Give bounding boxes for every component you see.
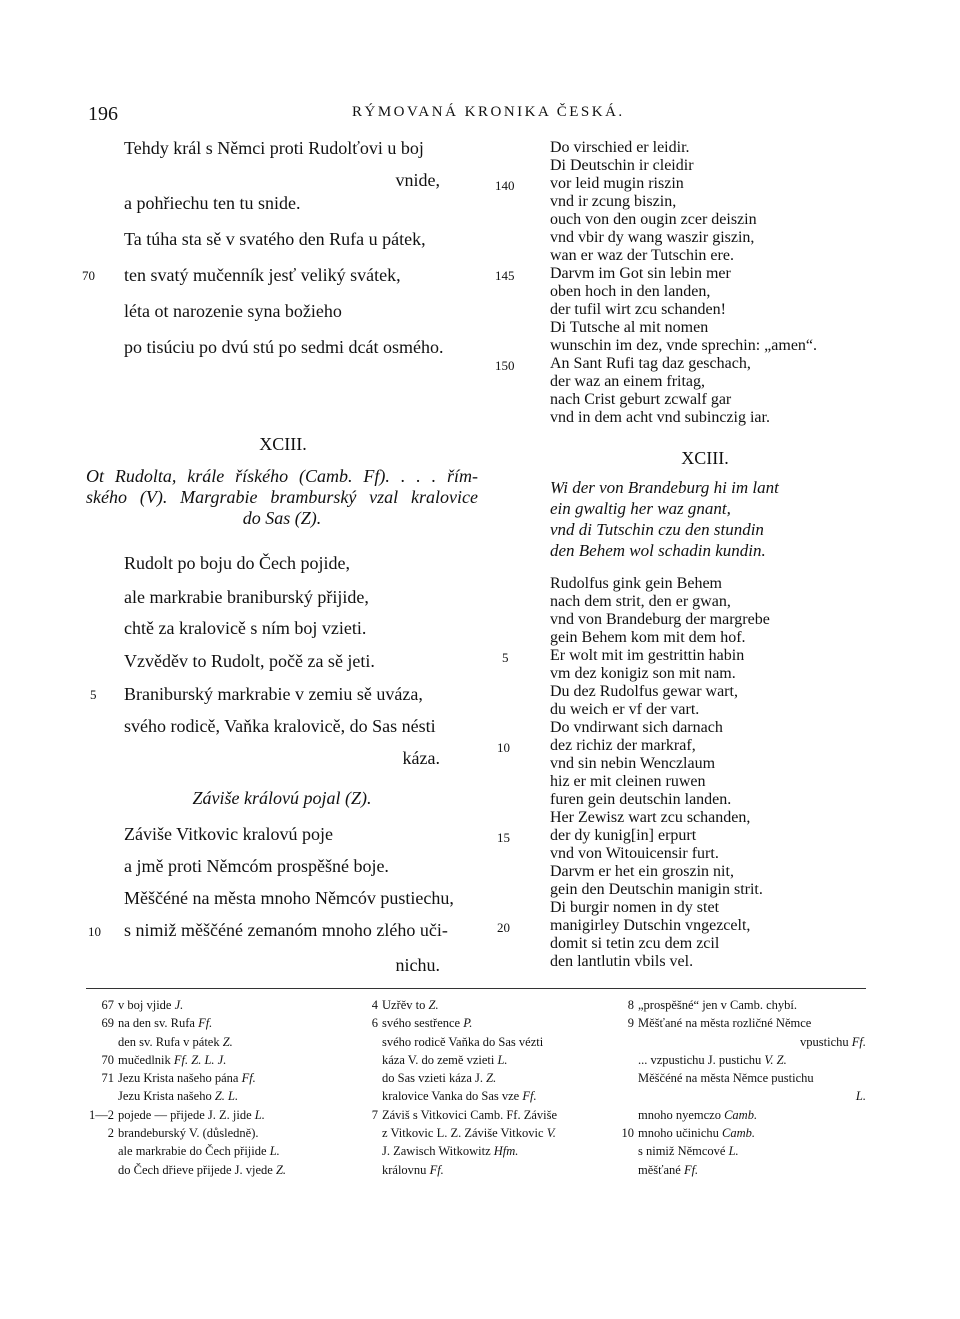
footnote-text: svého sestřence xyxy=(382,1016,464,1031)
footnote-line xyxy=(350,1142,612,1160)
line-number: 5 xyxy=(502,650,509,665)
verse-line: dez richiz der markraf, xyxy=(550,737,696,754)
line-number: 70 xyxy=(82,268,95,283)
verse-line: du weich er vf der vart. xyxy=(550,701,700,718)
verse-line: der tufil wirt zcu schanden! xyxy=(550,301,726,318)
footnote-text: Jezu Krista našeho xyxy=(118,1089,215,1104)
verse-line: der dy kunig[in] erpurt xyxy=(550,827,697,844)
footnote-number: 69 xyxy=(101,1016,114,1031)
footnote-number: 67 xyxy=(101,998,114,1012)
footnote-text: Měšťané na města rozličné Němce xyxy=(638,1016,812,1031)
footnote-number: 9 xyxy=(627,1016,634,1031)
footnote-line xyxy=(606,1014,866,1032)
footnote-line xyxy=(606,1142,866,1160)
chapter-title-line: ského (V). Margrabie bramburský vzal kralovice xyxy=(86,487,478,507)
line-number: 5 xyxy=(90,687,97,702)
page-number: 196 xyxy=(88,103,118,125)
footnote-text: J. Zawisch Witkowitz xyxy=(382,1144,494,1159)
verse-line: oben hoch in den landen, xyxy=(550,283,711,300)
verse-line: domit si tetin zcu dem zcil xyxy=(550,935,720,952)
chapter-title-line: do Sas (Z). xyxy=(242,508,322,528)
footnote-line xyxy=(86,1087,348,1105)
verse-line: s nimiž měščéné zemanóm mnoho zlého uči- xyxy=(124,920,448,940)
footnote-number: 7 xyxy=(371,1107,378,1122)
verse-line: manigirley Dutschin vngezcelt, xyxy=(550,917,751,934)
verse-line: káza. xyxy=(402,748,440,768)
footnote-line xyxy=(86,1051,348,1069)
verse-line: ouch von den ougin zcer deiszin xyxy=(550,211,757,228)
chapter-title-german xyxy=(550,477,779,561)
verse-line: gein den Deutschin manigin strit. xyxy=(550,881,763,898)
verse-line: a pohřiechu ten tu snide. xyxy=(124,193,301,213)
footnote-sigla: Z. L. xyxy=(214,1089,239,1104)
footnote-sigla: Hfm. xyxy=(493,1144,519,1159)
footnotes-column-2 xyxy=(350,996,612,1179)
verse-line: Darvm im Got sin lebin mer xyxy=(550,265,731,282)
footnotes-column-1 xyxy=(86,996,348,1179)
verse-line: Darvm er het ein groszin nit, xyxy=(550,863,734,880)
footnote-text: v boj vjide xyxy=(118,998,175,1012)
verse-line: po tisúciu po dvú stú po sedmi dcát osmého. xyxy=(124,337,444,357)
footnote-text: ... vzpustichu J. pustichu xyxy=(638,1052,765,1067)
footnote-line xyxy=(606,1087,866,1105)
footnote-text: měšťané xyxy=(638,1162,684,1177)
footnote-sigla: Z. xyxy=(486,1071,497,1086)
footnote-sigla: Ff. xyxy=(429,1162,444,1177)
footnote-line xyxy=(606,1033,866,1051)
verse-line: der waz an einem fritag, xyxy=(550,373,706,390)
footnote-text: s nimiž Němcové xyxy=(638,1144,729,1159)
footnote-text: Jezu Krista našeho pána xyxy=(118,1071,242,1086)
footnote-sigla: L. xyxy=(497,1052,508,1067)
line-number: 145 xyxy=(495,268,515,283)
chapter-number-german: XCIII. xyxy=(681,448,729,468)
footnote-sigla: J. xyxy=(174,998,184,1012)
footnote-line xyxy=(86,1014,348,1032)
verse-line: Měščéné na města mnoho Němcóv pustiechu, xyxy=(124,888,454,908)
line-number: 10 xyxy=(88,924,101,939)
footnote-sigla: Ff. xyxy=(241,1071,256,1086)
verse-line: Di burgir nomen in dy stet xyxy=(550,899,720,916)
verse-line: Braniburský markrabie v zemiu sě uváza, xyxy=(124,684,423,704)
footnote-text: ale markrabie do Čech přijide xyxy=(118,1144,270,1159)
footnote-line xyxy=(350,1106,612,1124)
footnote-line xyxy=(606,1051,866,1069)
footnote-line xyxy=(86,1161,348,1179)
footnote-line xyxy=(606,1069,866,1087)
footnote-text: vpustichu xyxy=(800,1034,852,1049)
chapter-title-line: vnd di Tutschin czu den stundin xyxy=(550,520,764,539)
chapter-number: XCIII. xyxy=(259,434,307,454)
subheading: Záviše královú pojal (Z). xyxy=(192,788,372,808)
verse-line: Tehdy král s Němci proti Rudolťovi u boj xyxy=(124,138,424,158)
footnotes-column-3 xyxy=(606,996,866,1179)
verse-line: Er wolt mit im gestrittin habin xyxy=(550,647,745,664)
footnote-text: mnoho nyemczo xyxy=(638,1107,725,1122)
chapter-title xyxy=(86,466,478,529)
footnote-sigla: V. Z. xyxy=(764,1052,787,1067)
verse-line: a jmě proti Němcóm prospěšné boje. xyxy=(124,856,389,876)
line-number: 150 xyxy=(495,358,515,373)
footnote-sigla: Camb. xyxy=(722,1126,756,1141)
footnote-line xyxy=(350,1087,612,1105)
verse-line: Ta túha sta sě v svatého den Rufa u pátek, xyxy=(124,229,426,249)
footnote-sigla: L. xyxy=(254,1107,265,1122)
verse-line: vnd in dem acht vnd subinczig iar. xyxy=(550,409,770,426)
footnote-line xyxy=(606,1161,866,1179)
footnote-sigla: L. xyxy=(728,1144,739,1159)
footnote-rule xyxy=(86,988,866,989)
chapter-title-line: den Behem wol schadin kundin. xyxy=(550,541,766,560)
verse-line: gein Behem kom mit dem hof. xyxy=(550,629,746,646)
footnote-line xyxy=(86,1069,348,1087)
verse-line: Di Deutschin ir cleidir xyxy=(550,157,694,174)
footnote-number: 10 xyxy=(621,1126,634,1141)
footnote-line xyxy=(86,1033,348,1051)
footnote-sigla: V. xyxy=(546,1126,556,1141)
verse-line: den lantlutin vbils vel. xyxy=(550,953,694,970)
line-number: 10 xyxy=(497,740,510,755)
footnote-number: 1—2 xyxy=(89,1107,114,1122)
footnote-line xyxy=(350,1069,612,1087)
footnote-text: „prospěšné“ jen v Camb. chybí. xyxy=(638,998,797,1012)
verse-line: nichu. xyxy=(395,955,440,975)
footnote-line xyxy=(606,996,866,1014)
verse-line: nach dem strit, den er gwan, xyxy=(550,593,731,610)
footnote-line xyxy=(350,1014,612,1032)
footnote-line xyxy=(350,996,612,1014)
verse-line: vnide, xyxy=(395,170,440,190)
footnote-sigla: L. xyxy=(855,1089,866,1104)
footnote-line xyxy=(350,1161,612,1179)
verse-line: vnd sin nebin Wenczlaum xyxy=(550,755,716,772)
footnote-line xyxy=(606,1106,866,1124)
verse-line: wunschin im dez, vnde sprechin: „amen“. xyxy=(550,337,818,354)
footnote-number: 70 xyxy=(101,1052,114,1067)
verse-line: wan er waz der Tutschin ere. xyxy=(550,247,734,264)
footnote-sigla: P. xyxy=(463,1016,473,1031)
line-number: 140 xyxy=(495,178,515,193)
line-number: 15 xyxy=(497,830,510,845)
verse-line: Di Tutsche al mit nomen xyxy=(550,319,709,336)
footnote-line xyxy=(86,1106,348,1124)
footnote-text: svého rodicě Vaňka do Sas vézti xyxy=(382,1034,544,1049)
footnote-number: 4 xyxy=(371,998,378,1012)
verse-line: Her Zewisz wart zcu schanden, xyxy=(550,809,751,826)
line-number: 20 xyxy=(497,920,510,935)
verse-line: Vzvěděv to Rudolt, počě za sě jeti. xyxy=(124,651,375,671)
footnote-number: 71 xyxy=(101,1071,114,1086)
footnote-sigla: Ff. xyxy=(198,1016,213,1031)
footnote-text: do Sas vzieti káza J. xyxy=(382,1071,487,1086)
footnote-sigla: Ff. Z. L. J. xyxy=(173,1052,227,1067)
verse-line: Rudolt po boju do Čech pojide, xyxy=(124,553,350,573)
running-title: RÝMOVANÁ KRONIKA ČESKÁ. xyxy=(352,104,625,120)
footnote-sigla: L. xyxy=(269,1144,280,1159)
footnote-text: brandeburský V. (důsledně). xyxy=(118,1126,259,1141)
verse-line: Du dez Rudolfus gewar wart, xyxy=(550,683,738,700)
verse-line: furen gein deutschin landen. xyxy=(550,791,732,808)
verse-line: vnd von Witouicensir furt. xyxy=(550,845,719,862)
footnote-text: mučedlnik xyxy=(118,1052,174,1067)
verse-line: Do vndirwant sich darnach xyxy=(550,719,723,736)
verse-line: Rudolfus gink gein Behem xyxy=(550,575,722,592)
footnote-text: Uzřěv to xyxy=(382,998,429,1012)
verse-line: An Sant Rufi tag daz geschach, xyxy=(550,355,751,372)
verse-line: vnd ir zcung biszin, xyxy=(550,193,677,210)
verse-line: vor leid mugin riszin xyxy=(550,175,684,192)
verse-line: ten svatý mučenník jesť veliký svátek, xyxy=(124,265,401,285)
footnote-number: 8 xyxy=(627,998,634,1012)
footnote-sigla: Ff. xyxy=(683,1162,699,1177)
footnote-text: kralovice Vanka do Sas vze xyxy=(382,1089,523,1104)
footnote-line xyxy=(350,1051,612,1069)
footnote-line xyxy=(86,1142,348,1160)
footnote-number: 2 xyxy=(107,1126,114,1141)
verse-line: Záviše Vitkovic kralovú poje xyxy=(124,824,334,844)
footnote-text: na den sv. Rufa xyxy=(118,1016,199,1031)
chapter-title-line: ein gwaltig her waz gnant, xyxy=(550,499,731,518)
footnote-sigla: Z. xyxy=(222,1034,233,1049)
verse-line: hiz er mit cleinen ruwen xyxy=(550,773,706,790)
footnote-text: den sv. Rufa v pátek xyxy=(118,1034,223,1049)
footnote-line xyxy=(350,1124,612,1142)
chapter-title-line: Ot Rudolta, krále říského (Camb. Ff). . . . řím- xyxy=(86,466,478,486)
verse-line: nach Crist geburt zcwalf gar xyxy=(550,391,732,408)
verse-line: vnd vbir dy wang waszir giszin, xyxy=(550,229,755,246)
footnote-line xyxy=(350,1033,612,1051)
footnote-text: Měščéné na města Němce pustichu xyxy=(638,1071,814,1086)
footnote-text: do Čech dřieve přijede J. vjede xyxy=(118,1162,276,1177)
footnote-line xyxy=(86,996,348,1014)
verse-line: vm dez konigiz son mit nam. xyxy=(550,665,736,682)
footnote-text: mnoho učinichu xyxy=(638,1126,723,1141)
footnote-text: Záviš s Vitkovici Camb. Ff. Záviše xyxy=(382,1107,558,1122)
footnote-text: z Vitkovic L. Z. Záviše Vitkovic xyxy=(382,1126,547,1141)
footnote-text: královnu xyxy=(382,1162,430,1177)
footnote-line xyxy=(86,1124,348,1142)
footnote-text: káza V. do země vzieti xyxy=(382,1052,498,1067)
verse-line: chtě za kralovicě s ním boj vzieti. xyxy=(124,618,367,638)
footnote-line xyxy=(606,1124,866,1142)
verse-line: svého rodicě, Vaňka kralovicě, do Sas nésti xyxy=(124,716,436,736)
footnote-sigla: Z. xyxy=(275,1162,287,1177)
verse-line: Do virschied er leidir. xyxy=(550,139,690,156)
verse-line: léta ot narozenie syna božieho xyxy=(124,301,342,321)
footnote-number: 6 xyxy=(371,1016,378,1031)
footnote-sigla: Camb. xyxy=(724,1107,758,1122)
footnote-sigla: Ff. xyxy=(851,1034,866,1049)
footnote-sigla: Ff. xyxy=(522,1089,537,1104)
footnote-text: pojede — přijede J. Z. jide xyxy=(118,1107,255,1122)
footnote-sigla: Z. xyxy=(428,998,439,1012)
chapter-title-line: Wi der von Brandeburg hi im lant xyxy=(550,478,779,497)
verse-line: vnd von Brandeburg der margrebe xyxy=(550,611,770,628)
verse-line: ale markrabie braniburský přijide, xyxy=(124,587,369,607)
